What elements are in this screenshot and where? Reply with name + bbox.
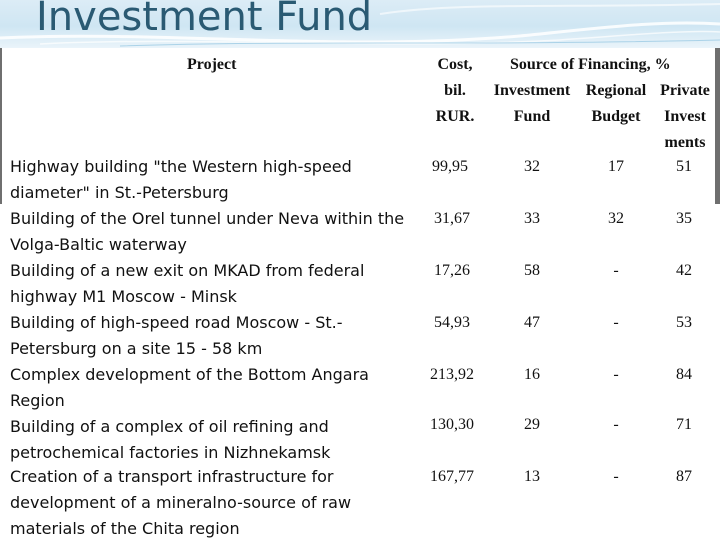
header-private-2: Invest [664, 108, 706, 125]
header-cost-3: RUR. [435, 108, 475, 125]
header-financing: Source of Financing, % [510, 56, 671, 73]
row-fund: 58 [524, 262, 540, 279]
table-panel [2, 48, 715, 540]
row-fund: 13 [524, 468, 540, 485]
row-project: Creation of a transport infrastructure for development of a mineralno-source of raw materials of the Chita region [10, 467, 352, 538]
row-fund: 47 [524, 314, 540, 331]
row-private: 87 [676, 468, 692, 485]
header-budget-1: Regional [585, 82, 647, 99]
row-private: 35 [676, 210, 692, 227]
header-project: Project [187, 56, 237, 73]
header-cost-1: Cost, [437, 56, 473, 73]
row-budget: - [613, 416, 619, 433]
row-budget: - [613, 366, 619, 383]
header-private-3: ments [664, 134, 706, 151]
row-private: 84 [676, 366, 692, 383]
row-private: 42 [676, 262, 692, 279]
row-budget: - [613, 314, 619, 331]
row-project: Building of a new exit on MKAD from federal highway M1 Moscow - Minsk [10, 261, 365, 306]
header-fund-2: Fund [513, 108, 551, 125]
row-cost: 213,92 [430, 366, 474, 383]
header-cost-2: bil. [444, 82, 466, 99]
row-cost: 17,26 [434, 262, 470, 279]
row-fund: 32 [524, 158, 540, 175]
row-budget: 32 [608, 210, 624, 227]
row-private: 51 [676, 158, 692, 175]
header-band [0, 0, 720, 48]
row-cost: 99,95 [432, 158, 468, 175]
slide-title: Investment Fund [36, 0, 373, 40]
row-cost: 54,93 [434, 314, 470, 331]
row-private: 53 [676, 314, 692, 331]
row-fund: 33 [524, 210, 540, 227]
header-fund-1: Investment [493, 82, 571, 99]
row-project: Building of high-speed road Moscow - St.-Petersburg on a site 15 - 58 km [10, 313, 343, 358]
row-project: Building of the Orel tunnel under Neva within the Volga-Baltic waterway [10, 209, 405, 254]
row-fund: 29 [524, 416, 540, 433]
row-budget: - [613, 262, 619, 279]
row-project: Complex development of the Bottom Angara Region [10, 365, 369, 410]
row-project: Highway building "the Western high-speed diameter" in St.-Petersburg [10, 157, 352, 202]
row-cost: 130,30 [430, 416, 474, 433]
row-fund: 16 [524, 366, 540, 383]
row-project: Building of a complex of oil refining and petrochemical factories in Nizhnekamsk [10, 417, 331, 462]
row-private: 71 [676, 416, 692, 433]
row-cost: 31,67 [434, 210, 470, 227]
row-cost: 167,77 [430, 468, 474, 485]
header-budget-2: Budget [591, 108, 641, 125]
header-private-1: Private [660, 82, 710, 99]
row-budget: 17 [608, 158, 624, 175]
row-budget: - [613, 468, 619, 485]
